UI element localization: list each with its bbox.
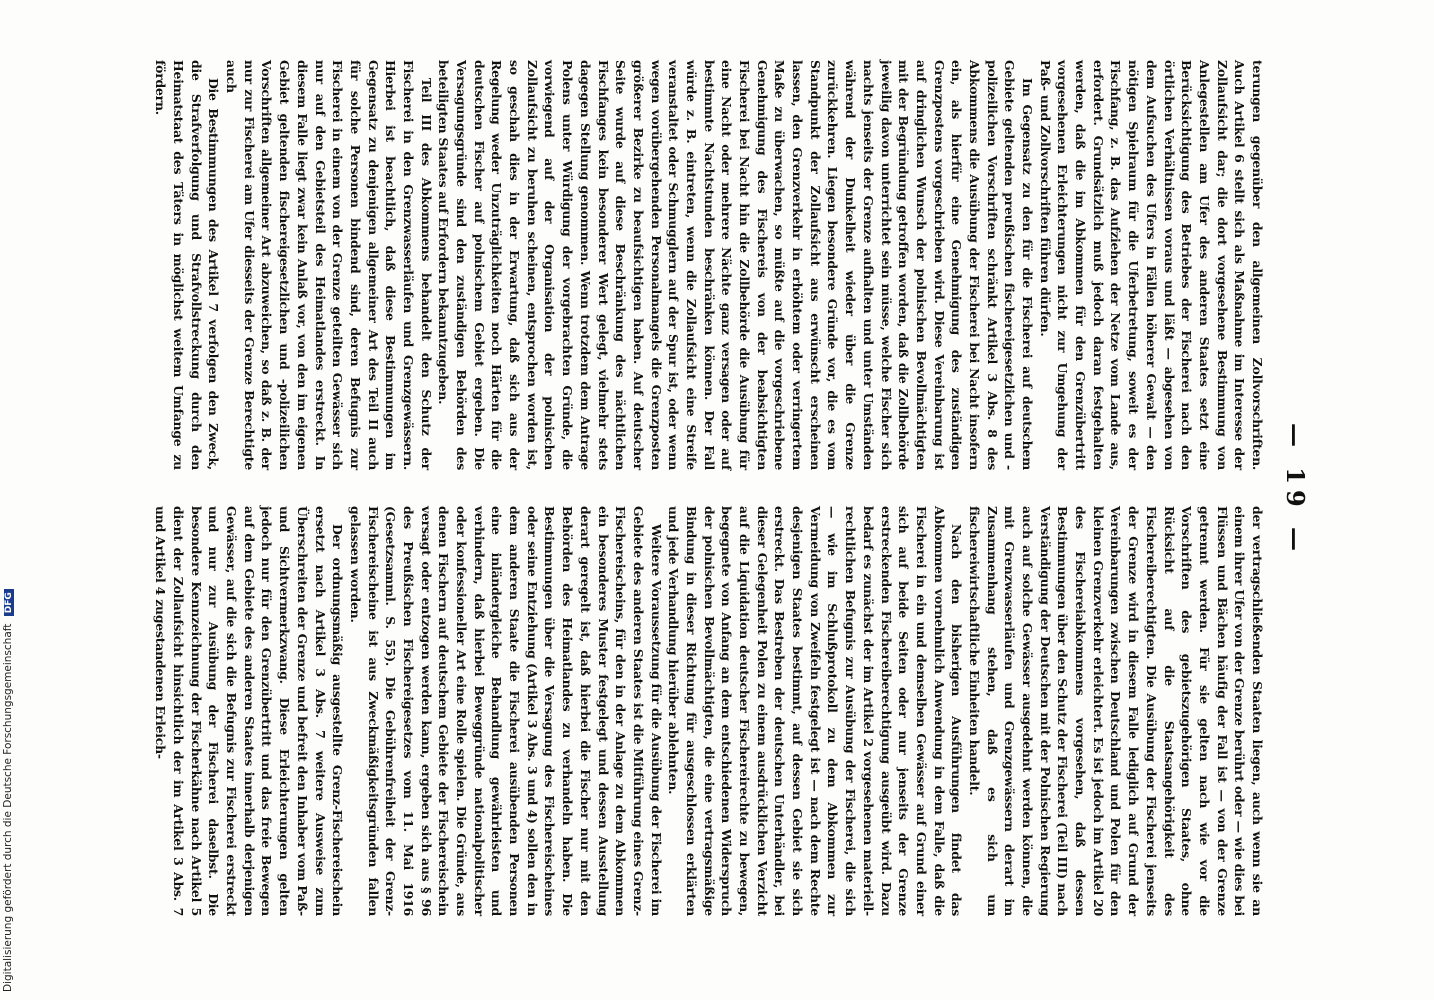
dfg-logo: DFG	[4, 589, 14, 616]
paragraph: Nach den bisherigen Ausführungen findet das Abkommen vornehmlich Anwendung in dem Falle, daß die Fischerei in ein und demselben Gewässer auf Grund einer sich auf beide Seiten oder nur jenseits der Grenze erstreckenden Fischereiberechtigung ausgeübt wird. Dazu bedarf es zunächst der im Artikel 2 vorgesehenen materiell-rechtlichen Befugnis zur Ausübung der Fischerei, die sich — wie im Schlußprotokoll zu dem Abkommen zur Vermeidung von Zweifeln festgelegt ist — nach dem Rechte desjenigen Staates bestimmt, auf dessen Gebiet sie sich erstreckt. Das Bestreben der deutschen Unterhändler, bei dieser Gelegenheit Polen zu einem ausdrücklichen Verzicht auf die Liquidation deutscher Fischereirechte zu bewegen, begegnete von Anfang an dem entschiedenen Widerspruch der polnischen Bevollmächtigten, die eine vertragsmäßige Bindung in dieser Richtung für ausgeschlossen erklärten und jede Verhandlung hierüber ablehnten.	[666, 506, 965, 916]
paragraph: Der ordnungsmäßig ausgestellte Grenz-Fischereischein ersetzt nach Artikel 3 Abs. 7 weitere Ausweise zum Überschreiten der Grenze und befreit den Inhaber vom Paß- und Sichtvermerkzwang. Diese Erleichterungen gelten jedoch nur für den Grenzübertritt und das freie Bewegen auf dem Gebiete des anderen Staates innerhalb derjenigen Gewässer, auf die sich die Befugnis zur Fischerei erstreckt und nur zur Ausübung der Fischerei daselbst. Die besondere Kennzeichnung der Fischerkähne nach Artikel 5 dient der Zollaufsicht hinsichtlich der im Artikel 3 Abs. 7 und Artikel 4 zugestandenen Erleich-	[153, 506, 346, 916]
paragraph: Die Bestimmungen des Artikel 7 verfolgen den Zweck, die Strafverfolgung und Strafvollstreckung durch den Heimatstaat des Täters in möglichst weitem Umfange zu fördern.	[153, 60, 222, 470]
text-column-first	[152, 506, 1266, 916]
digitization-credit	[2, 532, 18, 992]
paragraph: der vertragschließenden Staaten liegen, auch wenn sie an einem ihrer Ufer von der Grenze berührt oder — wie dies bei Flüssen und Bächen häufig der Fall ist — von der Grenze getrennt werden. Für sie gelten nach wie vor die Vorschriften des gebietszugehörigen Staates, ohne Rücksicht auf die Staatsangehörigkeit des Fischereiberechtigten. Die Ausübung der Fischerei jenseits der Grenze wird in diesem Falle lediglich auf Grund der Vereinbarungen zwischen Deutschland und Polen für den kleinen Grenzverkehr erleichtert. Es ist jedoch im Artikel 20 des Fischereiabkommens vorgesehen, daß dessen Bestimmungen über den Schutz der Fischerei (Teil III) nach Verständigung der Deutschen mit der Polnischen Regierung auch auf solche Gewässer ausgedehnt werden können, die mit Grenzwasserläufen und Grenzgewässern derart im Zusammenhang stehen, daß es sich um fischereiwirtschaftliche Einheiten handelt.	[967, 506, 1265, 916]
paragraph: Teil III des Abkommens behandelt den Schutz der Fischerei in den Grenzwasserläufen und Grenzgewässern. Hierbei ist beachtlich, daß diese Bestimmungen im Gegensatz zu denjenigen allgemeiner Art des Teil II auch für solche Personen bindend sind, deren Befugnis zur Fischerei in einem von der Grenze geteilten Gewässer sich nur auf den Gebietsteil des Heimatlandes erstreckt. In diesem Falle liegt zwar kein Anlaß vor, von den im eigenen Gebiet geltenden fischereigesetzlichen und -polizeilichen Vorschriften allgemeiner Art abzuweichen, so daß z. B. der nur zur Fischerei am Ufer diesseits der Grenze Berechtigte auch	[224, 60, 434, 470]
paragraph: Weitere Voraussetzung für die Ausübung der Fischerei im Gebiete des anderen Staates ist die Mitführung eines Grenz-Fischereischeins, für den in der Anlage zu dem Abkommen ein besonderes Muster festgelegt und dessen Ausstellung derart geregelt ist, daß hierbei die Fischer nur mit den Behörden des Heimatlandes zu verhandeln haben. Die Bestimmungen über die Versagung des Fischereischeines oder seine Entziehung (Artikel 3 Abs. 3 und 4) sollen den in dem anderen Staate die Fischerei ausübenden Personen eine inländergleiche Behandlung gewährleisten und verhindern, daß hierbei Beweggründe nationalpolitischer oder konfessioneller Art eine Rolle spielen. Die Gründe, aus denen Fischern auf deutschem Gebiete der Fischereischein versagt oder entzogen werden kann, ergeben sich aus § 96 des Preußischen Fischereigesetzes vom 11. Mai 1916 (Gesetzsamml. S. 55). Die Gebührenfreiheit der Grenz-Fischereischeine ist aus Zweckmäßigkeitsgründen fallen gelassen worden.	[347, 506, 664, 916]
credit-text: Digitalisierung gefördert durch die Deutsche Forschungsgemeinschaft	[2, 623, 14, 992]
rotated-page-content	[120, 60, 1310, 920]
paragraph: terungen gegenüber den allgemeinen Zollvorschriften. Auch Artikel 6 stellt sich als Maßnahme im Interesse der Zollaufsicht dar; die dort vorgesehene Bestimmung von Anlegestellen am Ufer des anderen Staates setzt eine Berücksichtigung des Betriebes der Fischerei nach den örtlichen Verhältnissen voraus und läßt — abgesehen von dem Aufsuchen des Ufers in Fällen höherer Gewalt — den nötigen Spielraum für die Uferbetretung, soweit es der Fischfang, z. B. das Aufziehen der Netze vom Lande aus, erfordert. Grundsätzlich muß jedoch daran festgehalten werden, daß die im Abkommen für den Grenzübertritt vorgesehenen Erleichterungen nicht zur Umgehung der Paß- und Zollvorschriften führen dürfen.	[1037, 60, 1265, 470]
page-number: — 19 —	[1281, 422, 1310, 558]
paragraph: Im Gegensatz zu den für die Fischerei auf deutschem Gebiete geltenden preußischen fischereigesetzlichen und -polizeilichen Vorschriften schränkt Artikel 3 Abs. 8 des Abkommens die Ausübung der Fischerei bei Nacht insofern ein, als hierfür eine Genehmigung des zuständigen Grenzpostens vorgeschrieben wird. Diese Vereinbarung ist auf dringlichen Wunsch der polnischen Bevollmächtigten mit der Begründung getroffen worden, daß die Zollbehörde jeweilig davon unterrichtet sein müsse, welche Fischer sich nachts jenseits der Grenze aufhalten und unter Umständen während der Dunkelheit wieder über die Grenze zurückkehren. Liegen besondere Gründe vor, die es vom Standpunkt der Zollaufsicht aus erwünscht erscheinen lassen, den Grenzverkehr in erhöhtem oder verringertem Maße zu überwachen, so müßte auf die vorgeschriebene Genehmigung des Fischereis von der beabsichtigten Fischerei bei Nacht hin die Zollbehörde die Ausübung für eine Nacht oder mehrere Nächte ganz versagen oder auf bestimmte Nachtstunden beschränken können. Der Fall würde z. B. eintreten, wenn die Zollaufsicht eine Streife veranstaltet oder Schmugglern auf der Spur ist, oder wenn wegen vorübergehenden Personalmangels die Grenzposten größerer Bezirke zu beaufsichtigen haben. Auf deutscher Seite wurde auf diese Beschränkung des nächtlichen Fischfanges kein besonderer Wert gelegt, vielmehr stets dagegen Stellung genommen. Wenn trotzdem dem Antrage Polens unter Würdigung der vorgebrachten Gründe, die vorwiegend auf der Organisation der polnischen Zollaufsicht zu beruhen scheinen, entsprochen worden ist, so geschah dies in der Erwartung, daß sich aus der Regelung weder Unzuträglichkeiten noch Härten für die deutschen Fischer auf polnischem Gebiet ergeben. Die Versagungsgründe sind den zuständigen Behörden des beteiligten Staates auf Erfordern bekanntzugeben.	[436, 60, 1036, 470]
text-column-second	[152, 60, 1266, 470]
